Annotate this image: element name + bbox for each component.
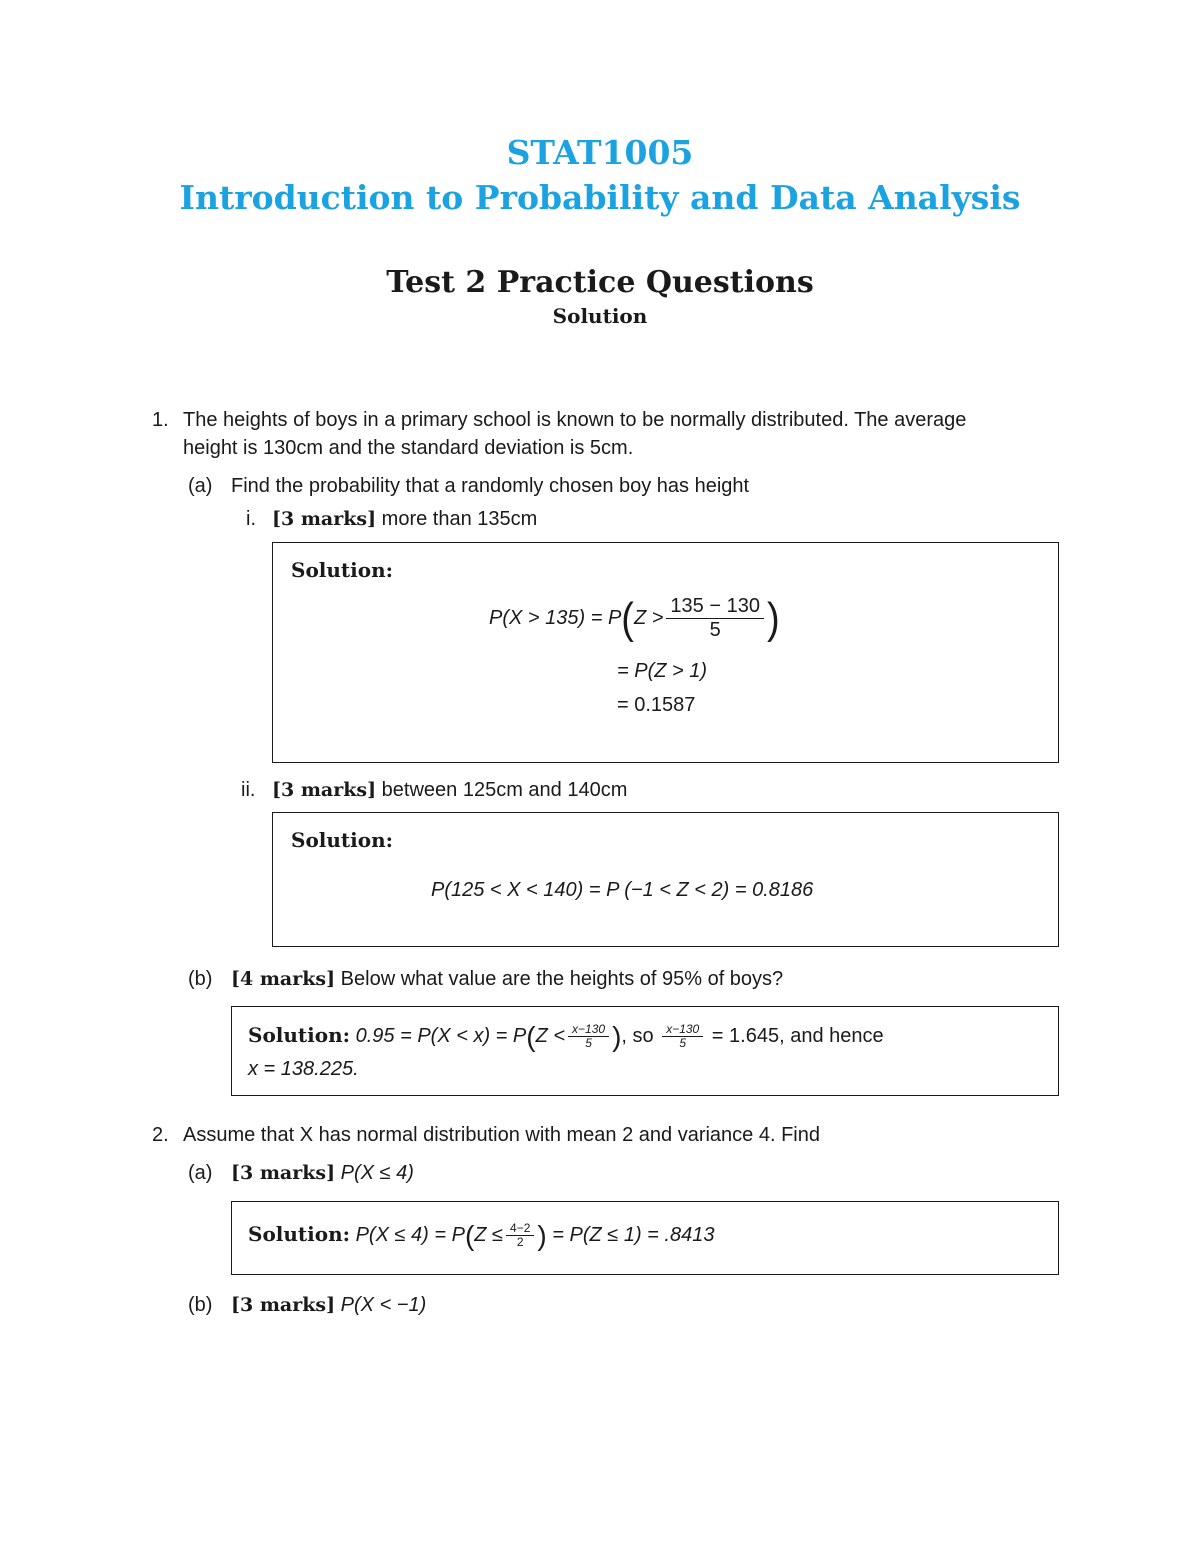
q2a-frac-den: 2 bbox=[516, 1235, 524, 1250]
q1b-solution-label: Solution: bbox=[248, 1023, 351, 1047]
q1b-solution-line1 bbox=[248, 1020, 884, 1052]
q2b-text: P(X < −1) bbox=[340, 1294, 427, 1316]
q1ai-eq-lhs: P(X > 135) = P bbox=[489, 606, 622, 629]
test-subtitle: Solution bbox=[552, 304, 648, 328]
q1a-text: Find the probability that a randomly chosen boy has height bbox=[231, 475, 750, 497]
q1b-text: Below what value are the heights of 95% of boys? bbox=[340, 968, 784, 990]
q1b-part2: = 1.645, and hence bbox=[711, 1025, 884, 1047]
q1b-frac1-den: 5 bbox=[585, 1036, 592, 1051]
test-title: Test 2 Practice Questions bbox=[386, 265, 814, 300]
q1-text-line2: height is 130cm and the standard deviation is 5cm. bbox=[183, 437, 634, 459]
q2a-paren-close: ) bbox=[537, 1219, 547, 1251]
q1b-line bbox=[231, 965, 783, 993]
q1ai-eq-line3: = 0.1587 bbox=[617, 694, 696, 716]
q1ai-paren-open: ( bbox=[621, 594, 634, 643]
q1ai-solution-box bbox=[272, 542, 1059, 763]
q1b-so: , so bbox=[621, 1025, 654, 1047]
q1b-frac2-den: 5 bbox=[679, 1036, 687, 1051]
q2b-marks: [3 marks] bbox=[231, 1294, 336, 1316]
q2a-z: Z ≤ bbox=[474, 1224, 504, 1246]
q1b-marks: [4 marks] bbox=[231, 968, 336, 990]
q1ai-solution-label: Solution: bbox=[291, 558, 394, 582]
q1b-paren-open: ( bbox=[526, 1020, 536, 1052]
q1ai-eq-line1 bbox=[489, 595, 780, 642]
q1ai-text: more than 135cm bbox=[381, 508, 538, 530]
q1aii-solution-box bbox=[272, 812, 1059, 947]
q1aii-text: between 125cm and 140cm bbox=[381, 779, 628, 801]
q1aii-marks: [3 marks] bbox=[272, 779, 377, 801]
q1ai-frac-den: 5 bbox=[709, 619, 721, 641]
q1ai-label: i. bbox=[246, 508, 256, 530]
q1ai-eq-z: Z > bbox=[633, 606, 664, 629]
q1b-solution-box bbox=[231, 1006, 1059, 1096]
course-title: Introduction to Probability and Data Analysis bbox=[179, 178, 1021, 217]
q2a-part1: P(X ≤ 4) = P bbox=[355, 1224, 465, 1246]
q2a-text: P(X ≤ 4) bbox=[340, 1162, 414, 1184]
q1b-fraction-1 bbox=[568, 1023, 609, 1050]
q2b-label: (b) bbox=[188, 1294, 213, 1316]
q1aii-solution-label: Solution: bbox=[291, 828, 394, 852]
q2a-line bbox=[231, 1159, 414, 1187]
q1ai-line bbox=[272, 505, 537, 533]
q2a-solution-line bbox=[248, 1219, 715, 1251]
q2-text: Assume that X has normal distribution with mean 2 and variance 4. Find bbox=[183, 1124, 820, 1146]
q2a-part2: = P(Z ≤ 1) = .8413 bbox=[552, 1224, 715, 1246]
q1a-label: (a) bbox=[188, 475, 213, 497]
q2a-solution-label: Solution: bbox=[248, 1222, 351, 1246]
q2b-line bbox=[231, 1291, 426, 1319]
q1aii-label: ii. bbox=[241, 779, 256, 801]
q1b-fraction-2 bbox=[662, 1023, 703, 1050]
q2a-paren-open: ( bbox=[464, 1219, 475, 1251]
q2a-fraction bbox=[506, 1222, 534, 1249]
q1aii-line bbox=[272, 776, 627, 804]
q1b-frac1-num: x−130 bbox=[568, 1023, 609, 1037]
q1b-paren-close: ) bbox=[612, 1020, 622, 1052]
q1b-label: (b) bbox=[188, 968, 213, 990]
course-code: STAT1005 bbox=[506, 133, 694, 172]
q1ai-marks: [3 marks] bbox=[272, 508, 377, 530]
q1-text-line1: The heights of boys in a primary school is known to be normally distributed. The average bbox=[183, 409, 967, 431]
q1ai-frac-num: 135 − 130 bbox=[666, 595, 764, 619]
q1ai-paren-close: ) bbox=[766, 594, 780, 643]
q1aii-equation: P(125 < X < 140) = P (−1 < Z < 2) = 0.8186 bbox=[431, 879, 814, 901]
q1b-part1: 0.95 = P(X < x) = P bbox=[355, 1025, 527, 1047]
q1ai-eq-line2: = P(Z > 1) bbox=[617, 660, 708, 682]
q1b-frac2-num: x−130 bbox=[662, 1023, 703, 1037]
q1b-solution-line2: x = 138.225. bbox=[248, 1058, 359, 1080]
q2a-frac-num: 4−2 bbox=[506, 1222, 534, 1236]
q1-number: 1. bbox=[152, 409, 169, 431]
q2a-label: (a) bbox=[188, 1162, 213, 1184]
q1b-z: Z < bbox=[535, 1025, 566, 1047]
q1ai-fraction bbox=[666, 595, 764, 642]
q2-number: 2. bbox=[152, 1124, 169, 1146]
q2a-solution-box bbox=[231, 1201, 1059, 1275]
q2a-marks: [3 marks] bbox=[231, 1162, 336, 1184]
